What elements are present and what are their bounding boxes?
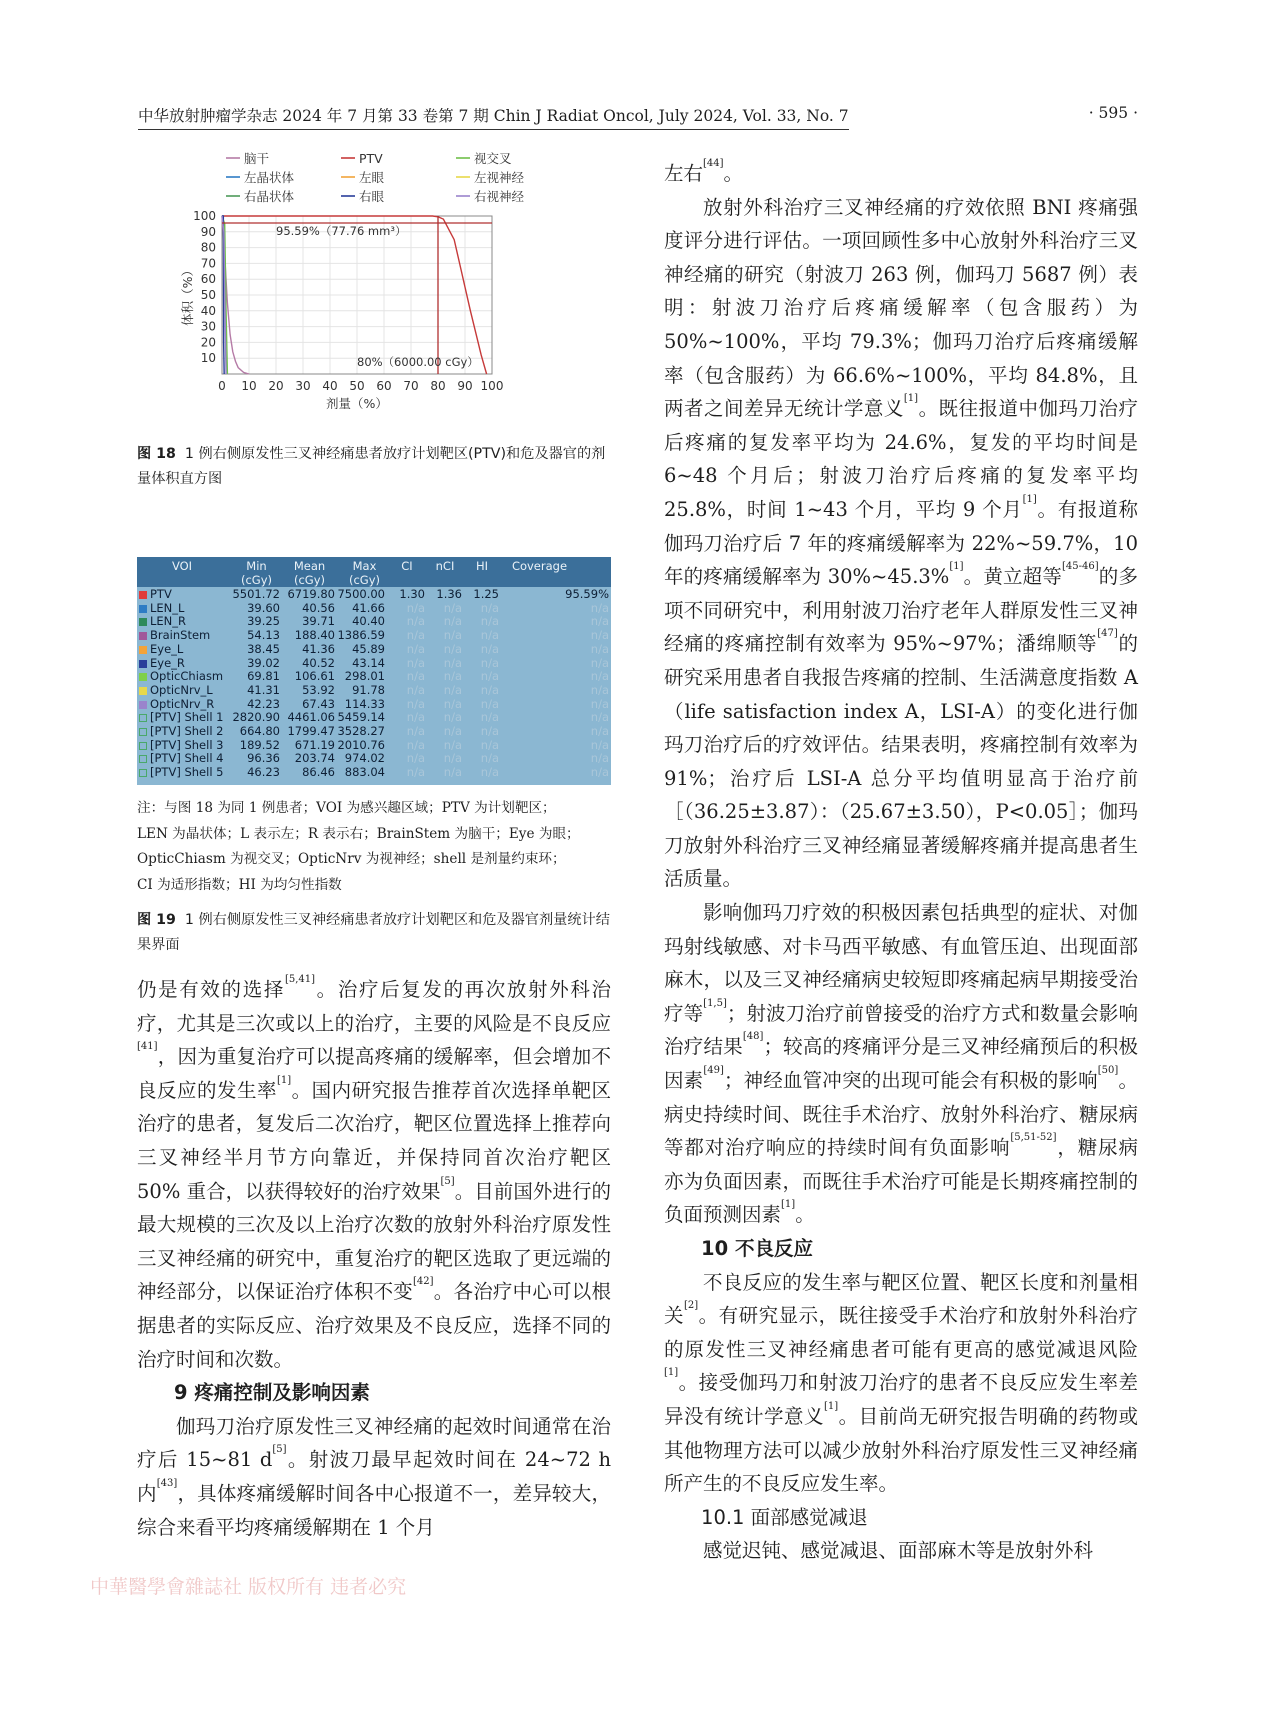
table-cell: n/a [590,696,609,711]
table-cell: 41.36 [302,641,335,656]
table-cell: 39.60 [247,600,280,615]
table-cell: n/a [590,682,609,697]
table-cell: n/a [480,669,499,684]
legend-label: 右眼 [359,189,385,204]
table-cell: 40.52 [302,655,335,670]
table-row [137,615,611,629]
voi-name: OpticNrv_L [150,682,213,697]
table-cell: n/a [406,765,425,780]
dvh-grid [222,216,492,374]
legend-label: PTV [359,151,383,166]
table-cell: 883.04 [344,765,385,780]
table-row [137,766,611,780]
table-cell: n/a [480,765,499,780]
table-cell: n/a [406,641,425,656]
left-column [137,973,611,1544]
legend-label: 右晶状体 [244,189,295,204]
voi-name: [PTV] Shell 5 [150,765,224,780]
voi-name: PTV [150,587,172,601]
table-cell: n/a [443,724,462,738]
color-swatch [139,701,147,709]
table-cell: 974.02 [344,751,385,766]
color-swatch [139,755,147,763]
color-swatch [139,605,147,613]
voi-name: LEN_R [150,614,187,629]
figure19-caption-text: 1 例右侧原发性三叉神经痛患者放疗计划靶区和危及器官剂量统计结果界面 [137,912,610,953]
table-cell: n/a [406,682,425,697]
journal-title: 中华放射肿瘤学杂志 2024 年 7 月第 33 卷第 7 期 Chin J Radiat Oncol, July 2024, Vol. 33, No. 7 [138,104,849,130]
right-column [664,157,1138,1568]
table-cell: n/a [590,614,609,629]
table-cell: n/a [443,655,462,670]
table-cell: 1799.47 [287,724,335,738]
table-cell: 114.33 [344,696,385,711]
table-cell: 96.36 [247,751,280,766]
y-tick-label: 70 [200,256,216,271]
table-row [137,629,611,643]
table-cell: 6719.80 [287,587,335,601]
table-cell: n/a [443,628,462,643]
y-tick-label: 90 [200,224,216,239]
table-cell: 41.31 [247,682,280,697]
paragraph: 伽玛刀治疗原发性三叉神经痛的起效时间通常在治疗后 15~81 d[5]。射波刀最早起效时间在 24~72 h 内[43]，具体疼痛缓解时间各中心报道不一，差异较大，综合来看平均疼痛缓解期在 1 个月 [137,1414,611,1539]
x-tick-label: 80 [430,379,446,393]
table-cell: n/a [406,600,425,615]
column-header: nCI [435,559,455,573]
color-swatch [139,687,147,695]
figure18-caption [137,442,611,492]
table-row [137,588,611,602]
table-cell: 53.92 [302,682,335,697]
table-cell: 664.80 [239,724,280,738]
table-cell: 95.59% [565,587,609,601]
table-cell: 671.19 [294,737,335,752]
paragraph: 放射外科治疗三叉神经痛的疗效依照 BNI 疼痛强度评分进行评估。一项回顾性多中心放射外科治疗三叉神经痛的研究（射波刀 263 例，伽玛刀 5687 例）表明：射波刀治疗后疼痛缓解率（包含服药）为 50%~100%，平均 79.3%；伽玛刀治疗后疼痛缓解率（包含服药）为 66.6%~100%，平均 84.8%，且两者之间差异无统计学意义[1]。既往报道中伽玛刀治疗后疼痛的复发率平均为 24.6%，复发的平均时间是 6~48 个月后；射波刀治疗后疼痛的复发率平均 25.8%，时间 1~43 个月，平均 9 个月[1]。有报道称伽玛刀治疗后 7 年的疼痛缓解率为 22%~59.7%，10 年的疼痛缓解率为 30%~45.3%[1]。黄立超等[45-46]的多项不同研究中，利用射波刀治疗老年人群原发性三叉神经痛的疼痛控制有效率为 95%~97%；潘绵顺等[47]的研究采用患者自我报告疼痛的控制、生活满意度指数 A（life satisfaction index A，LSI-A）的变化进行伽玛刀治疗后的疗效评估。结果表明，疼痛控制有效率为 91%；治疗后 LSI-A 总分平均值明显高于治疗前［（36.25±3.87）：（25.67±3.50），P<0.05］；伽玛刀放射外科治疗三叉神经痛显著缓解疼痛并提高患者生活质量。 [664,195,1138,891]
x-tick-label: 10 [241,379,257,393]
note-line: CI 为适形指数；HI 为均匀性指数 [137,876,342,893]
table-cell: n/a [590,751,609,766]
table-cell: 2010.76 [337,737,385,752]
paragraph: 不良反应的发生率与靶区位置、靶区长度和剂量相关[2]。有研究显示，既往接受手术治疗和放射外科治疗的原发性三叉神经痛患者可能有更高的感觉减退风险[1]。接受伽玛刀和射波刀治疗的患者不良反应发生率差异没有统计学意义[1]。目前尚无研究报告明确的药物或其他物理方法可以减少放射外科治疗原发性三叉神经痛所产生的不良反应发生率。 [664,1270,1138,1496]
table-row [137,698,611,712]
table-cell: n/a [443,710,462,725]
table-row [137,711,611,725]
column-header: Min (cGy) [240,559,272,587]
dvh-figure [180,151,582,466]
legend-label: 左晶状体 [244,170,295,185]
column-header: Mean (cGy) [293,559,326,587]
voi-name: LEN_L [150,600,185,615]
color-swatch [139,646,147,654]
table-cell: n/a [480,696,499,711]
table-cell: 5459.14 [337,710,385,725]
table-cell: 39.71 [302,614,335,629]
y-tick-label: 100 [193,209,216,223]
y-tick-label: 10 [200,351,216,366]
publisher-watermark: 中華醫學會雜誌社 版权所有 违者必究 [90,1576,407,1598]
color-swatch [139,742,147,750]
figure19-note [137,796,617,898]
color-swatch [139,632,147,640]
y-tick-label: 20 [200,335,216,350]
table-cell: n/a [406,696,425,711]
table-cell: 86.46 [302,765,335,780]
y-tick-label: 40 [200,303,216,318]
legend-label: 脑干 [244,151,270,166]
table-cell: n/a [406,724,425,738]
legend-label: 右视神经 [474,189,525,204]
voi-name: OpticNrv_R [150,696,215,711]
color-swatch [139,618,147,626]
voi-name: BrainStem [150,628,211,643]
x-tick-label: 100 [480,379,504,393]
color-swatch [139,660,147,668]
figure18-caption-text: 1 例右侧原发性三叉神经痛患者放疗计划靶区(PTV)和危及器官的剂量体积直方图 [137,446,606,487]
table-cell: n/a [406,751,425,766]
table-cell: n/a [443,641,462,656]
volume-annotation: 95.59%（77.76 mm³） [276,223,407,238]
table-cell: n/a [406,669,425,684]
figure18-label: 图 18 [137,446,176,462]
table-cell: n/a [480,737,499,752]
legend-label: 左视神经 [474,170,525,185]
dvh-legend [226,151,525,204]
table-row [137,643,611,657]
table-cell: 40.40 [352,614,385,629]
table-cell: 5501.72 [232,587,280,601]
table-cell: n/a [480,628,499,643]
table-cell: n/a [443,765,462,780]
table-cell: n/a [443,669,462,684]
table-cell: 45.89 [352,641,385,656]
table-row [137,739,611,753]
table-cell: 203.74 [294,751,335,766]
voi-name: [PTV] Shell 4 [150,751,224,766]
column-header: HI [475,559,489,573]
table-cell: 46.23 [247,765,280,780]
table-cell: n/a [590,669,609,684]
table-cell: n/a [443,682,462,697]
x-tick-label: 20 [268,379,284,393]
paragraph: 仍是有效的选择[5,41]。治疗后复发的再次放射外科治疗，尤其是三次或以上的治疗，主要的风险是不良反应[41]，因为重复治疗可以提高疼痛的缓解率，但会增加不良反应的发生率[1]。国内研究报告推荐首次选择单靶区治疗的患者，复发后二次治疗，靶区位置选择上推荐向三叉神经半月节方向靠近，并保持同首次治疗靶区 50% 重合，以获得较好的治疗效果[5]。目前国外进行的最大规模的三次及以上治疗次数的放射外科治疗原发性三叉神经痛的研究中，重复治疗的靶区选取了更远端的神经部分，以保证治疗体积不变[42]。各治疗中心可以根据患者的实际反应、治疗效果及不良反应，选择不同的治疗时间和次数。 [137,974,611,1371]
legend-label: 左眼 [359,170,385,185]
table-cell: n/a [406,737,425,752]
table-cell: 42.23 [247,696,280,711]
table-cell: 2820.90 [232,710,280,725]
table-cell: 1.36 [436,587,462,601]
page-number: · 595 · [1088,104,1138,122]
table-cell: 43.14 [352,655,385,670]
figure19-label: 图 19 [137,912,176,928]
table-cell: n/a [480,641,499,656]
section-heading-10: 10 不良反应 [701,1237,813,1260]
table-row [137,602,611,616]
table-cell: 4461.06 [287,710,335,725]
x-tick-label: 70 [403,379,419,393]
x-tick-label: 30 [295,379,311,393]
table-cell: 106.61 [294,669,335,684]
table-cell: n/a [590,737,609,752]
table-cell: n/a [480,724,499,738]
dose-annotation: 80%（6000.00 cGy） [357,355,479,370]
voi-name: Eye_R [150,655,185,670]
running-header [138,104,1138,128]
table-cell: n/a [443,614,462,629]
x-tick-label: 90 [457,379,473,393]
voi-name: [PTV] Shell 3 [150,737,224,752]
color-swatch [139,673,147,681]
table-cell: n/a [443,751,462,766]
voi-name: [PTV] Shell 1 [150,710,224,725]
voi-name: [PTV] Shell 2 [150,724,224,738]
table-cell: n/a [480,751,499,766]
column-header: Max (cGy) [348,559,380,587]
y-tick-label: 50 [200,288,216,302]
dvh-chart [180,151,582,466]
table-cell: 1386.59 [337,628,385,643]
color-swatch [139,728,147,736]
table-cell: 39.25 [247,614,280,629]
table-cell: 7500.00 [337,587,385,601]
table-row [137,752,611,766]
y-tick-label: 30 [200,319,216,334]
table-cell: n/a [443,696,462,711]
paragraph: 左右[44]。 [664,158,744,185]
table-cell: n/a [480,682,499,697]
table-cell: 39.02 [247,655,280,670]
paragraph: 感觉迟钝、感觉减退、面部麻木等是放射外科 [703,1539,1094,1563]
table-cell: n/a [590,655,609,670]
table-cell: 91.78 [352,682,385,697]
note-line: LEN 为晶状体；L 表示左；R 表示右；BrainStem 为脑干；Eye 为眼； [137,825,580,842]
note-line: OpticChiasm 为视交叉；OpticNrv 为视神经；shell 是剂量约束环； [137,851,566,867]
table-cell: n/a [406,614,425,629]
table-cell: 1.30 [399,587,425,601]
table-row [137,657,611,671]
section-heading-10-1: 10.1 面部感觉减退 [701,1505,868,1529]
table-cell: n/a [406,710,425,725]
table-row [137,670,611,684]
x-tick-label: 0 [218,379,226,393]
table-cell: n/a [406,655,425,670]
dose-statistics-table [137,557,611,785]
table-cell: 67.43 [302,696,335,711]
table-cell: n/a [590,628,609,643]
table-cell: n/a [590,765,609,780]
y-axis-label: 体积（%） [180,264,195,326]
color-swatch [139,769,147,777]
column-header: Coverage [511,559,568,573]
table-cell: n/a [480,600,499,615]
table-cell: n/a [590,641,609,656]
table-cell: 188.40 [294,628,335,643]
y-tick-label: 80 [200,240,216,255]
table-cell: 54.13 [247,628,280,643]
figure19-caption [137,908,611,958]
column-header: CI [401,559,413,573]
table-cell: 41.66 [352,600,385,615]
paragraph: 影响伽玛刀疗效的积极因素包括典型的症状、对伽玛射线敏感、对卡马西平敏感、有血管压迫、出现面部麻木，以及三叉神经痛病史较短即疼痛起病早期接受治疗等[1,5]；射波刀治疗前曾接受的治疗方式和数量会影响治疗结果[48]；较高的疼痛评分是三叉神经痛预后的积极因素[49]；神经血管冲突的出现可能会有积极的影响[50]。病史持续时间、既往手术治疗、放射外科治疗、糖尿病等都对治疗响应的持续时间有负面影响[5,51-52]，糖尿病亦为负面因素，而既往手术治疗可能是长期疼痛控制的负面预测因素[1]。 [664,901,1138,1227]
table-cell: n/a [480,710,499,725]
x-axis-label: 剂量（%） [326,396,388,411]
table-cell: 69.81 [247,669,280,684]
table-cell: 189.52 [239,737,280,752]
legend-label: 视交叉 [474,151,512,166]
x-tick-label: 40 [322,379,338,393]
color-swatch [139,591,147,599]
table-cell: 40.56 [302,600,335,615]
table-cell: n/a [590,724,609,738]
y-tick-label: 60 [200,272,216,287]
table-cell: n/a [590,600,609,615]
note-line: 注：与图 18 为同 1 例患者；VOI 为感兴趣区域；PTV 为计划靶区； [137,800,556,816]
table-cell: n/a [590,710,609,725]
voi-name: Eye_L [150,641,184,656]
table-row [137,725,611,739]
table-cell: n/a [480,614,499,629]
table-cell: n/a [443,600,462,615]
table-header [137,557,611,587]
table-cell: 298.01 [344,669,385,684]
section-heading-9: 9 疼痛控制及影响因素 [174,1381,370,1405]
table-cell: 3528.27 [337,724,385,738]
table-cell: 1.25 [473,587,499,601]
table-cell: n/a [480,655,499,670]
table-cell: n/a [443,737,462,752]
table-cell: n/a [406,628,425,643]
color-swatch [139,714,147,722]
x-tick-label: 60 [376,379,392,393]
voi-name: OpticChiasm [150,669,224,684]
x-tick-label: 50 [349,379,365,393]
table-row [137,684,611,698]
column-header: VOI [171,559,193,573]
table-cell: 38.45 [247,641,280,656]
